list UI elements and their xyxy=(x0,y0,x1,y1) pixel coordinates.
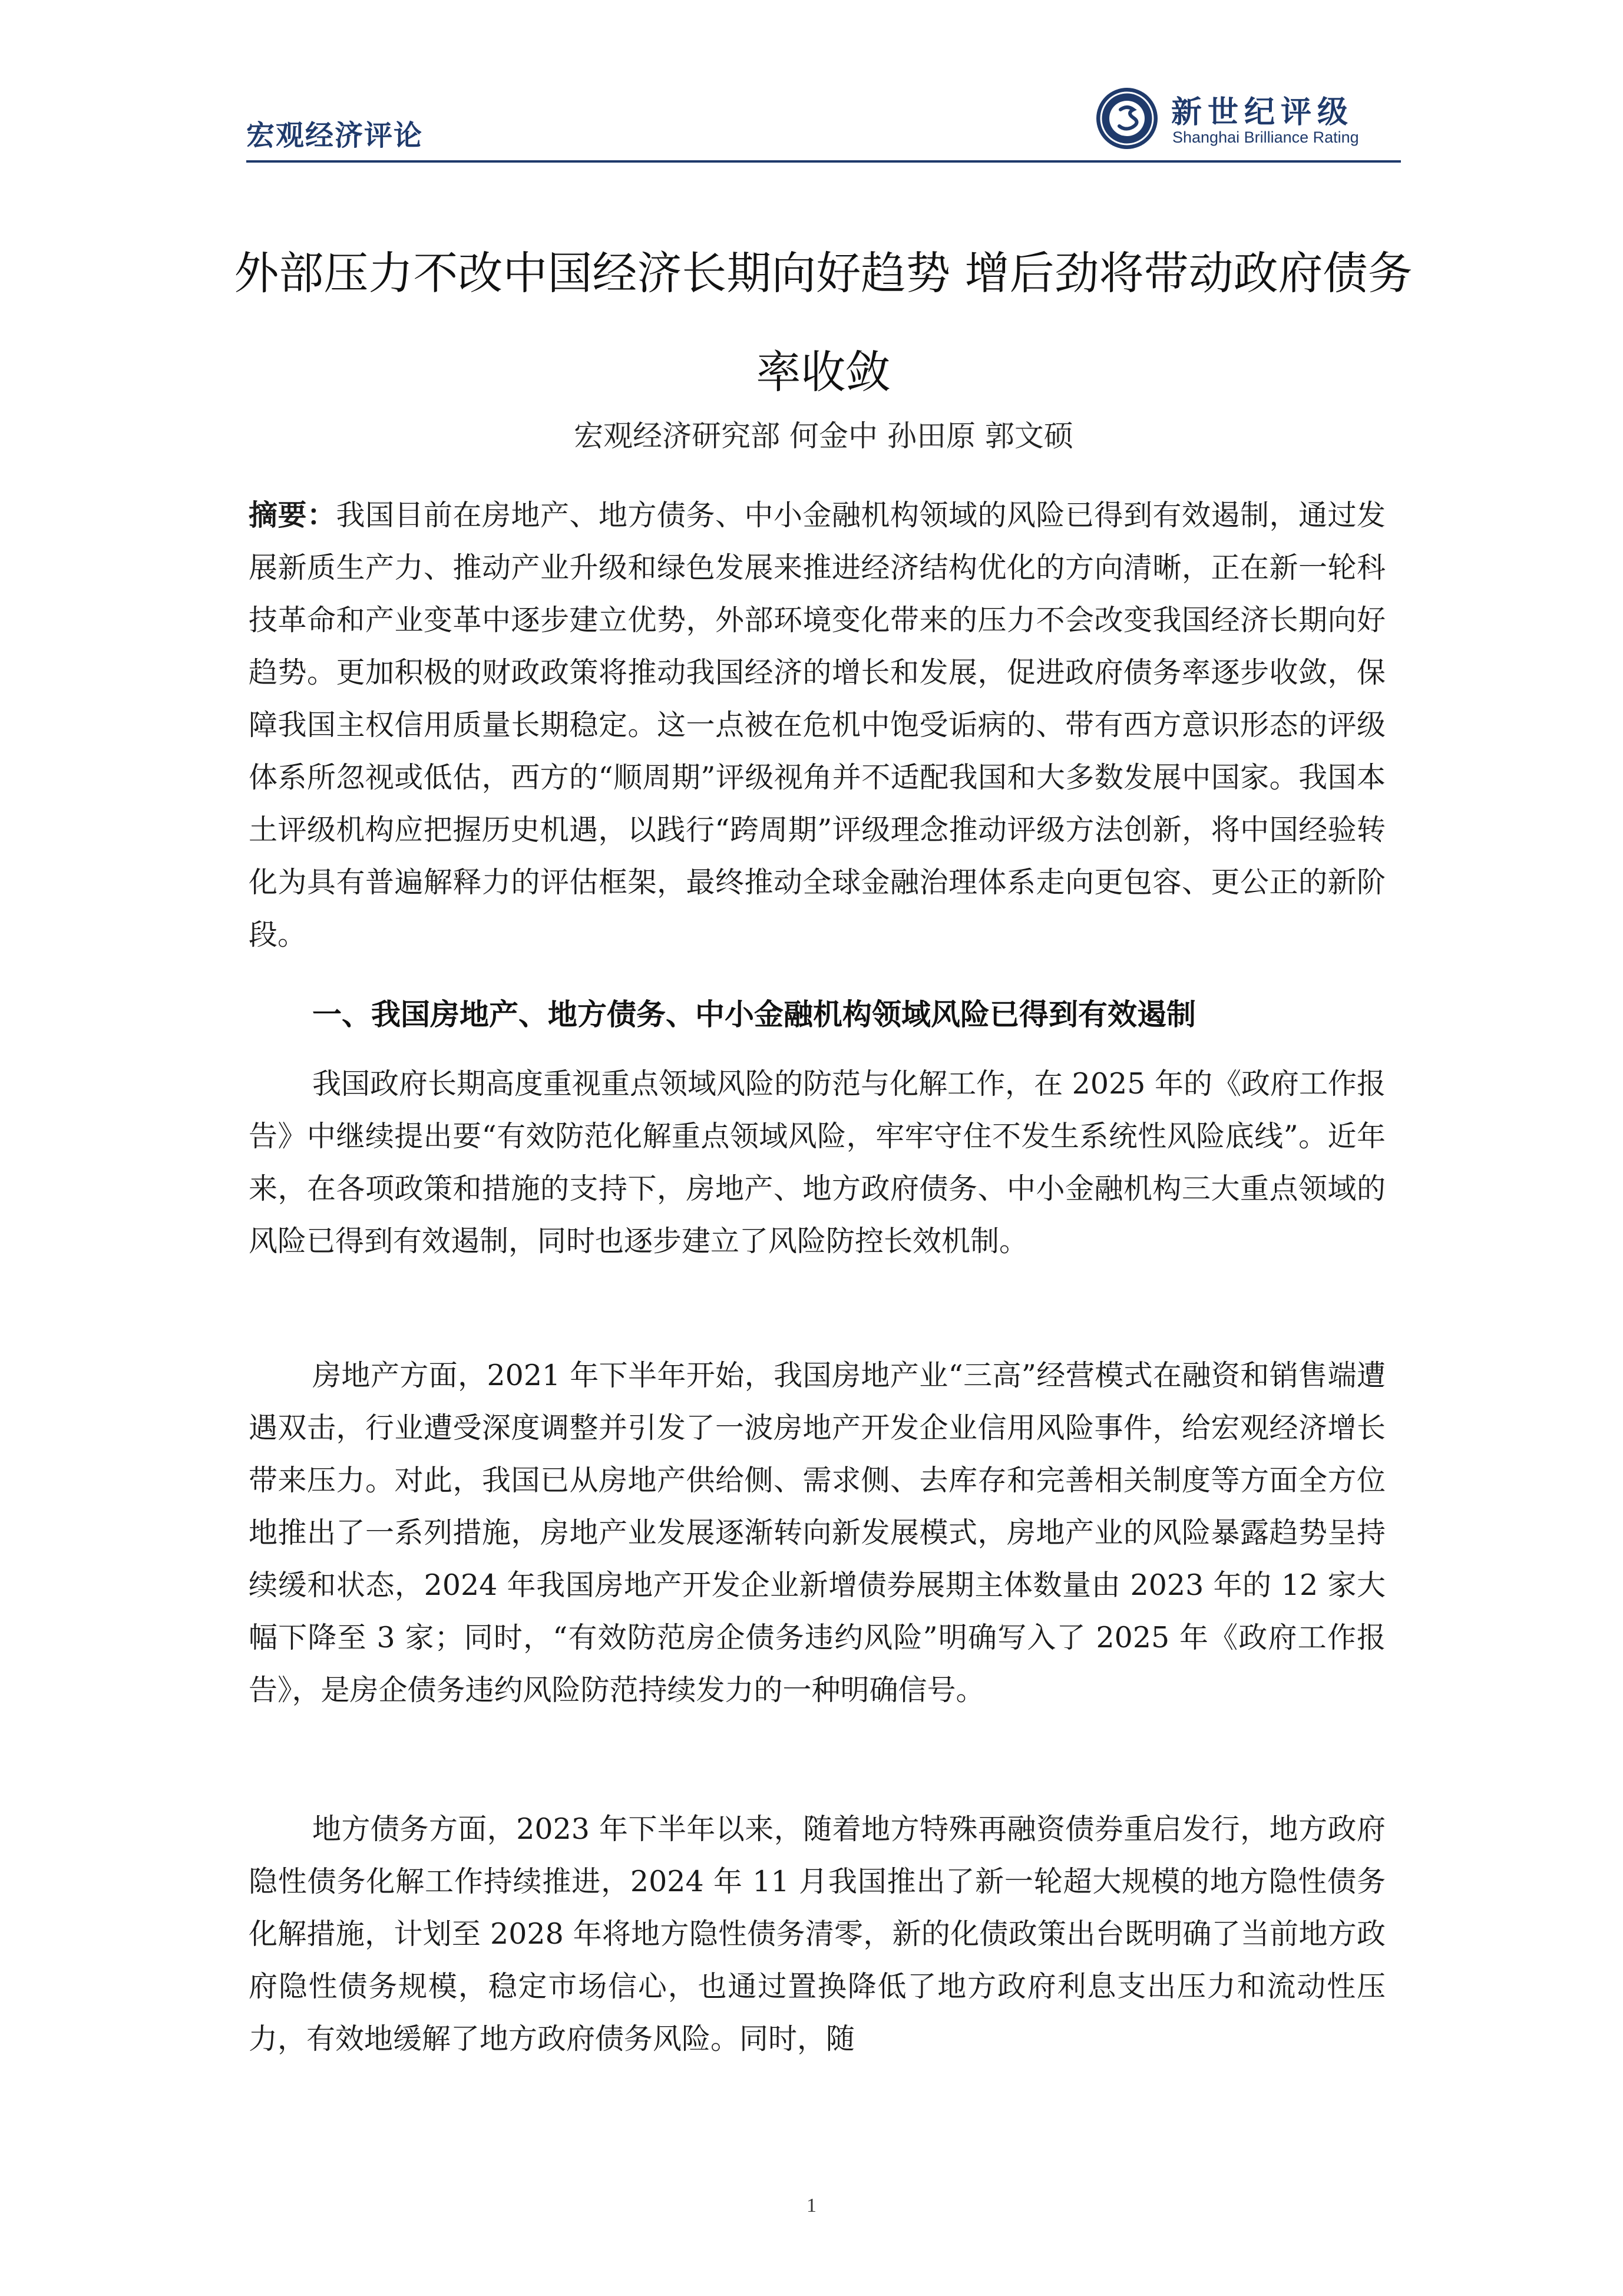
page-number: 1 xyxy=(806,2195,817,2216)
brand-emblem-icon xyxy=(1095,86,1159,151)
abstract-label: 摘要： xyxy=(249,498,336,532)
document-title: 外部压力不改中国经济长期向好趋势 增后劲将带动政府债务率收敛 xyxy=(234,247,1413,398)
body-paragraph: 房地产方面，2021 年下半年开始，我国房地产业“三高”经营模式在融资和销售端遭遇双击，行业遭受深度调整并引发了一波房地产开发企业信用风险事件，给宏观经济增长带来压力。对此，我国已从房地产供给侧、需求侧、去库存和完善相关制度等方面全方位地推出了一系列措施，房地产业发展逐渐转向新发展模式，房地产业的风险暴露趋势呈持续缓和状态，2024 年我国房地产开发企业新增债券展期主体数量由 2023 年的 12 家大幅下降至 3 家；同时，“有效防范房企债务违约风险”明确写入了 2025 年《政府工作报告》，是房企债务违约风险防范持续发力的一种明确信号。 xyxy=(249,1359,1386,1707)
section-heading: 一、我国房地产、地方债务、中小金融机构领域风险已得到有效遏制 xyxy=(312,997,1196,1032)
header-divider xyxy=(246,160,1401,163)
body-paragraph: 地方债务方面，2023 年下半年以来，随着地方特殊再融资债券重启发行，地方政府隐性债务化解工作持续推进，2024 年 11 月我国推出了新一轮超大规模的地方隐性债务化解措施，计划至 2028 年将地方隐性债务清零，新的化债政策出台既明确了当前地方政府隐性债务规模，稳定市场信心，也通过置换降低了地方政府利息支出压力和流动性压力，有效地缓解了地方政府债务风险。同时，随 xyxy=(249,1812,1386,2056)
body-paragraph: 我国政府长期高度重视重点领域风险的防范与化解工作，在 2025 年的《政府工作报告》中继续提出要“有效防范化解重点领域风险，牢牢守住不发生系统性风险底线”。近年来，在各项政策和措施的支持下，房地产、地方政府债务、中小金融机构三大重点领域的风险已得到有效遏制，同时也逐步建立了风险防控长效机制。 xyxy=(249,1067,1386,1258)
logo-english-name: Shanghai Brilliance Rating xyxy=(1172,128,1359,146)
logo-chinese-name: 新世纪评级 xyxy=(1171,95,1354,130)
document-authors: 宏观经济研究部 何金中 孙田原 郭文硕 xyxy=(574,419,1073,453)
header-title: 宏观经济评论 xyxy=(246,119,424,152)
abstract xyxy=(249,489,1386,961)
brand-logo xyxy=(1095,82,1401,153)
page-header xyxy=(246,82,1401,159)
abstract-text: 我国目前在房地产、地方债务、中小金融机构领域的风险已得到有效遏制，通过发展新质生产力、推动产业升级和绿色发展来推进经济结构优化的方向清晰，正在新一轮科技革命和产业变革中逐步建立优势，外部环境变化带来的压力不会改变我国经济长期向好趋势。更加积极的财政政策将推动我国经济的增长和发展，促进政府债务率逐步收敛，保障我国主权信用质量长期稳定。这一点被在危机中饱受诟病的、带有西方意识形态的评级体系所忽视或低估，西方的“顺周期”评级视角并不适配我国和大多数发展中国家。我国本土评级机构应把握历史机遇，以践行“跨周期”评级理念推动评级方法创新，将中国经验转化为具有普遍解释力的评估框架，最终推动全球金融治理体系走向更包容、更公正的新阶段。 xyxy=(249,498,1386,952)
